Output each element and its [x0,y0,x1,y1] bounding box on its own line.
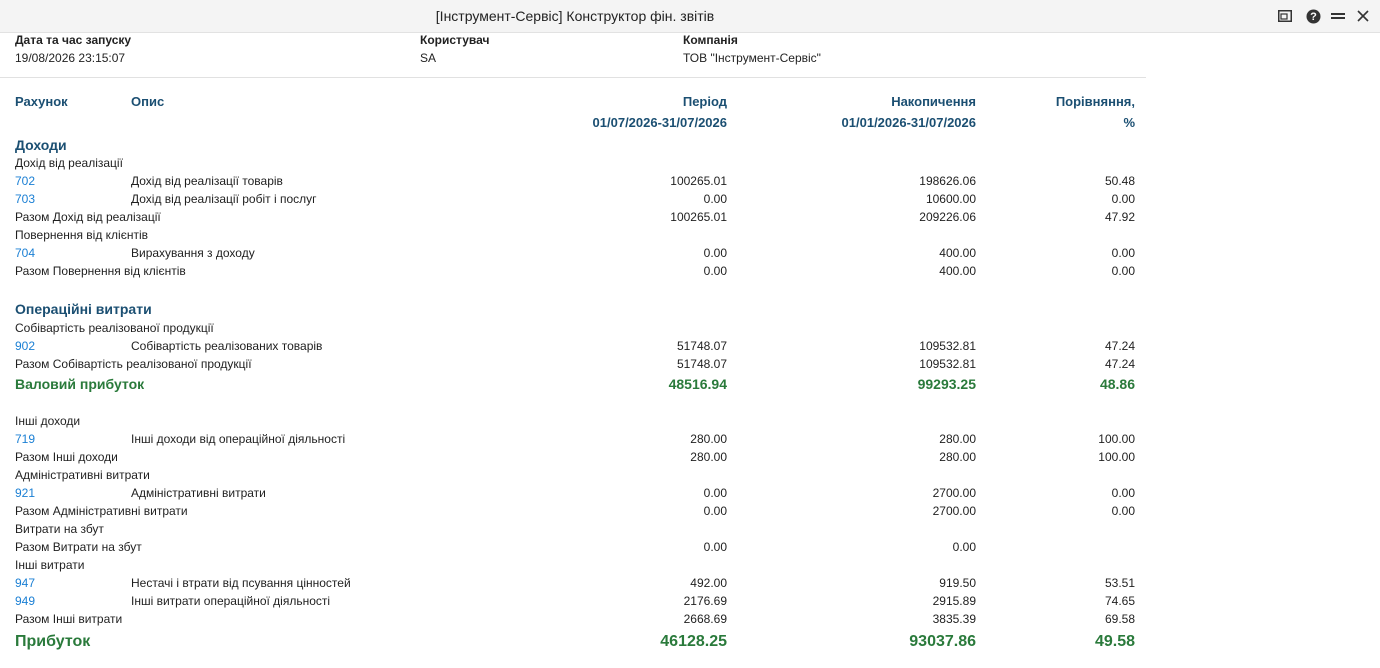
subtotal-row [0,538,1146,556]
accumulation-value: 400.00 [939,246,976,260]
accumulation-value: 280.00 [939,432,976,446]
account-row [0,574,1146,592]
group-header [0,412,1146,430]
period-value: 46128.25 [660,633,727,650]
accumulation-value: 93037.86 [909,633,976,650]
account-row [0,484,1146,502]
period-value: 2176.69 [683,594,727,608]
subtotal-row [0,355,1146,373]
close-icon[interactable] [1354,7,1372,25]
comparison-value: 0.00 [1111,504,1135,518]
run-time-label: Дата та час запуску [15,33,132,47]
subtotal-row [0,502,1146,520]
comparison-value: 0.00 [1111,192,1135,206]
column-accumulation-range: 01/01/2026-31/07/2026 [841,115,976,130]
period-value: 51748.07 [676,339,727,353]
group-header [0,556,1146,574]
accumulation-value: 400.00 [939,264,976,278]
accumulation-value: 99293.25 [917,376,976,392]
subtotal-label: Разом Повернення від клієнтів [15,264,186,278]
column-account: Рахунок [15,94,68,109]
account-description: Адміністративні витрати [131,486,266,500]
account-link[interactable]: 719 [15,432,36,446]
column-description: Опис [131,94,165,109]
comparison-value: 49.58 [1094,633,1135,650]
comparison-value: 0.00 [1111,264,1135,278]
account-description: Нестачі і втрати від псування цінностей [131,576,351,590]
user-value: SA [420,51,437,65]
comparison-value: 53.51 [1104,576,1135,590]
comparison-value: 50.48 [1104,174,1135,188]
accumulation-value: 10600.00 [925,192,976,206]
window-titlebar [0,0,1380,33]
account-link[interactable]: 921 [15,486,36,500]
accumulation-value: 2700.00 [932,486,976,500]
group-title: Повернення від клієнтів [15,228,148,242]
accumulation-value: 109532.81 [919,357,976,371]
accumulation-value: 919.50 [939,576,976,590]
account-description: Собівартість реалізованих товарів [131,339,323,353]
svg-text:?: ? [1309,10,1317,23]
account-link[interactable]: 947 [15,576,36,590]
account-description: Інші витрати операційної діяльності [131,594,331,608]
group-header [0,466,1146,484]
group-title: Інші доходи [15,414,81,428]
gross-profit-row [0,374,1146,392]
account-row [0,430,1146,448]
account-description: Дохід від реалізації робіт і послуг [131,192,317,206]
section-title: Доходи [15,137,67,153]
comparison-value: 69.58 [1104,612,1135,626]
subtotal-label: Разом Собівартість реалізованої продукції [15,357,252,371]
period-value: 0.00 [703,486,727,500]
menu-icon[interactable] [1329,7,1347,25]
group-header [0,319,1146,337]
column-comparison: Порівняння, [1055,94,1135,109]
section-header [0,299,1146,317]
run-time-value: 19/08/2026 23:15:07 [15,51,126,65]
account-description: Дохід від реалізації товарів [131,174,283,188]
account-link[interactable]: 703 [15,192,36,206]
group-title: Інші витрати [15,558,85,572]
help-icon[interactable] [1304,7,1322,25]
period-value: 0.00 [703,246,727,260]
column-period: Період [682,94,727,109]
header-divider [0,77,1146,78]
account-description: Інші доходи від операційної діяльності [131,432,346,446]
period-value: 100265.01 [670,210,727,224]
period-value: 2668.69 [683,612,727,626]
period-value: 0.00 [703,192,727,206]
total-label: Валовий прибуток [15,376,145,392]
accumulation-value: 3835.39 [932,612,976,626]
company-value: ТОВ "Інструмент-Сервіс" [683,51,821,65]
period-value: 0.00 [703,540,727,554]
group-title: Витрати на збут [15,522,104,536]
period-value: 48516.94 [668,376,727,392]
accumulation-value: 2915.89 [932,594,976,608]
account-link[interactable]: 949 [15,594,36,608]
comparison-value: 48.86 [1099,376,1135,392]
section-title: Операційні витрати [15,301,152,317]
account-row [0,244,1146,262]
comparison-value: 0.00 [1111,246,1135,260]
subtotal-label: Разом Інші доходи [15,450,118,464]
comparison-value: 0.00 [1111,486,1135,500]
period-value: 0.00 [703,504,727,518]
account-row [0,592,1146,610]
accumulation-value: 0.00 [952,540,976,554]
column-period-range: 01/07/2026-31/07/2026 [592,115,727,130]
account-link[interactable]: 702 [15,174,36,188]
account-row [0,190,1146,208]
accumulation-value: 109532.81 [919,339,976,353]
subtotal-row [0,262,1146,280]
subtotal-row [0,610,1146,628]
comparison-value: 47.24 [1104,339,1135,353]
group-title: Адміністративні витрати [15,468,150,482]
accumulation-value: 198626.06 [919,174,976,188]
column-accumulation: Накопичення [891,94,976,109]
user-label: Користувач [420,33,490,47]
window-title: [Інструмент-Сервіс] Конструктор фін. звітів [435,8,715,24]
period-value: 492.00 [690,576,727,590]
comparison-value: 100.00 [1098,432,1135,446]
comparison-value: 47.24 [1104,357,1135,371]
period-value: 280.00 [690,450,727,464]
period-value: 0.00 [703,264,727,278]
subtotal-label: Разом Адміністративні витрати [15,504,188,518]
grand-total-label: Прибуток [15,633,91,650]
accumulation-value: 280.00 [939,450,976,464]
group-title: Дохід від реалізації [15,156,123,170]
section-header [0,135,1146,153]
accumulation-value: 209226.06 [919,210,976,224]
account-row [0,172,1146,190]
group-title: Собівартість реалізованої продукції [15,321,214,335]
profit-row [0,631,1146,649]
account-link[interactable]: 902 [15,339,36,353]
subtotal-row [0,208,1146,226]
subtotal-label: Разом Інші витрати [15,612,123,626]
group-header [0,154,1146,172]
column-comparison-unit: % [1123,115,1135,130]
period-value: 280.00 [690,432,727,446]
subtotal-label: Разом Дохід від реалізації [15,210,161,224]
period-value: 51748.07 [676,357,727,371]
group-header [0,226,1146,244]
account-link[interactable]: 704 [15,246,36,260]
maximize-icon[interactable] [1276,7,1294,25]
subtotal-row [0,448,1146,466]
accumulation-value: 2700.00 [932,504,976,518]
comparison-value: 47.92 [1104,210,1135,224]
comparison-value: 74.65 [1104,594,1135,608]
company-label: Компанія [683,33,738,47]
period-value: 100265.01 [670,174,727,188]
group-header [0,520,1146,538]
account-row [0,337,1146,355]
subtotal-label: Разом Витрати на збут [15,540,142,554]
account-description: Вирахування з доходу [131,246,255,260]
comparison-value: 100.00 [1098,450,1135,464]
